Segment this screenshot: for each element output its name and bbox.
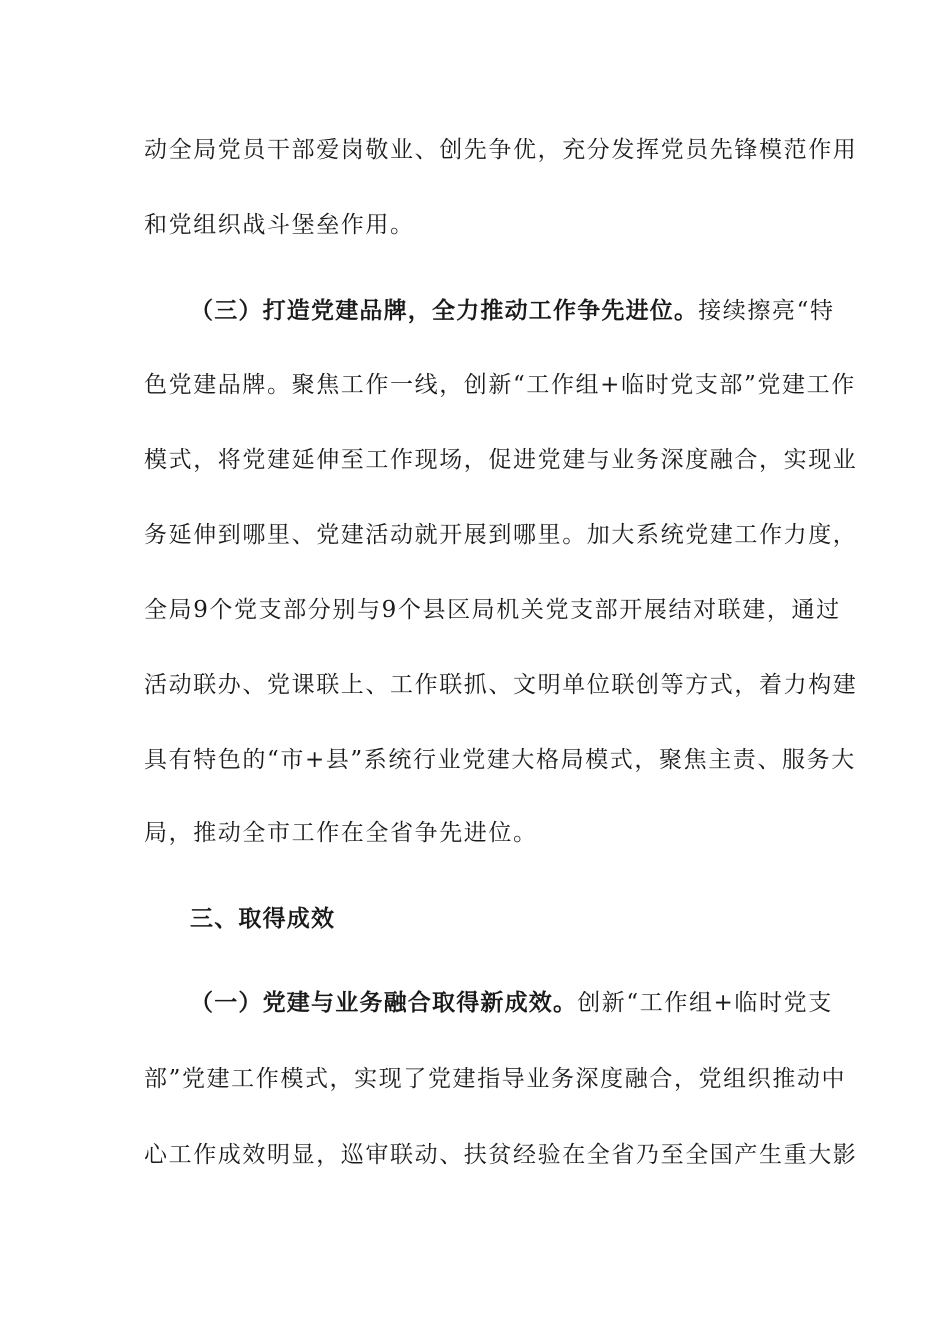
- paragraph-heading: （三）打造党建品牌，全力推动工作争先进位。: [190, 297, 699, 324]
- body-line: 和党组织战斗堡垒作用。: [144, 212, 415, 238]
- body-line: 务延伸到哪里、党建活动就开展到哪里。加大系统党建工作力度，: [144, 522, 858, 548]
- body-line: 全局9个党支部分别与9个县区局机关党支部开展结对联建，通过: [144, 597, 841, 623]
- paragraph-text: 创新“工作组+临时党支: [577, 990, 833, 1016]
- body-line: 活动联办、党课联上、工作联抓、文明单位联创等方式，着力构建: [144, 672, 858, 698]
- body-line: 心工作成效明显，巡审联动、扶贫经验在全省乃至全国产生重大影: [144, 1142, 858, 1168]
- body-line: 局，推动全市工作在全省争先进位。: [144, 820, 538, 846]
- body-line: 具有特色的“市+县”系统行业党建大格局模式，聚焦主责、服务大: [144, 747, 856, 773]
- body-line: 模式，将党建延伸至工作现场，促进党建与业务深度融合，实现业: [144, 447, 858, 473]
- body-line: 色党建品牌。聚焦工作一线，创新“工作组+临时党支部”党建工作: [144, 372, 856, 398]
- body-line: 动全局党员干部爱岗敬业、创先争优，充分发挥党员先锋模范作用: [144, 137, 858, 163]
- paragraph-text: 接续擦亮“特: [698, 298, 835, 324]
- paragraph-first-line: [190, 988, 833, 1018]
- section-title: 三、取得成效: [190, 905, 336, 932]
- paragraph-heading: （一）党建与业务融合取得新成效。: [190, 989, 578, 1016]
- paragraph-first-line: [190, 296, 835, 326]
- body-line: 部”党建工作模式，实现了党建指导业务深度融合，党组织推动中: [144, 1066, 847, 1092]
